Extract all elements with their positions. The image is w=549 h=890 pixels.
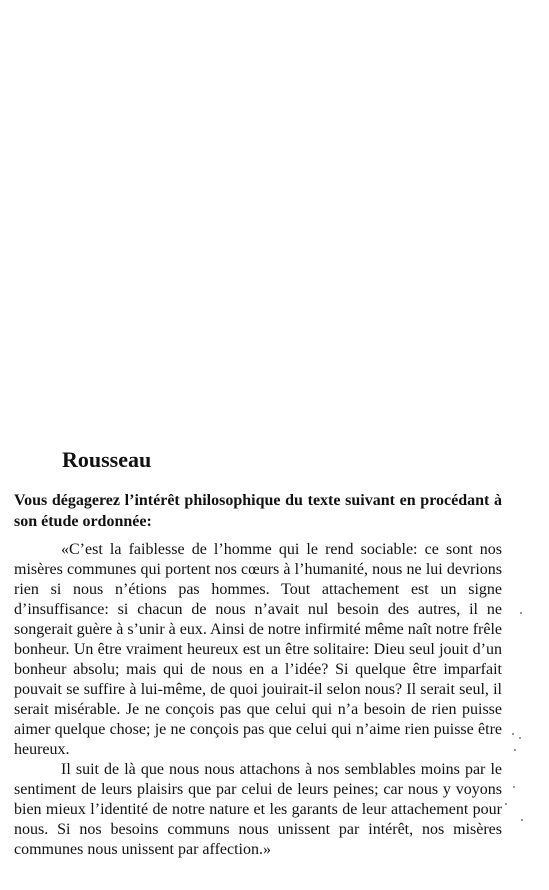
author-heading: Rousseau — [62, 447, 152, 472]
exam-instruction: Vous dégagerez l’intérêt philosophique du texte suivant en procédant à son étude ordonnée: — [14, 492, 502, 530]
scan-speck — [505, 803, 507, 805]
scan-speck — [519, 737, 521, 739]
scan-speck — [513, 786, 515, 788]
scan-speck — [520, 612, 522, 614]
quoted-text — [14, 540, 502, 860]
scan-speck — [512, 733, 514, 735]
text-paragraph-2: Il suit de là que nous nous attachons à nos semblables moins par le sentiment de leurs plaisirs que par celui de leurs peines; car nous y voyons bien mieux l’identité de notre nature et les garants de leur attachement pour nous. Si nos besoins communs nous unissent par intérêt, nos misères communes nous unissent par affection.» — [14, 761, 502, 858]
scan-speck — [514, 749, 516, 751]
scan-speck — [521, 819, 523, 821]
text-paragraph-1: «C’est la faiblesse de l’homme qui le rend sociable: ce sont nos misères communes qui portent nos cœurs à l’humanité, nous ne lui devrions rien si nous n’étions pas hommes. Tout attachement est un signe d’insuffisance: si chacun de nous n’avait nul besoin des autres, il ne songerait guère à s’unir à eux. Ainsi de notre infirmité même naît notre frêle bonheur. Un être vraiment heureux est un être solitaire: Dieu seul jouit d’un bonheur absolu; mais qui de nous en a l’idée? Si quelque être imparfait pouvait se suffire à lui-même, de quoi jouirait-il selon nous? Il serait seul, il serait misérable. Je ne conçois pas que celui qui n’a besoin de rien puisse aimer quelque chose; je ne conçois pas que celui qui n’aime rien puisse être heureux. — [14, 541, 502, 758]
